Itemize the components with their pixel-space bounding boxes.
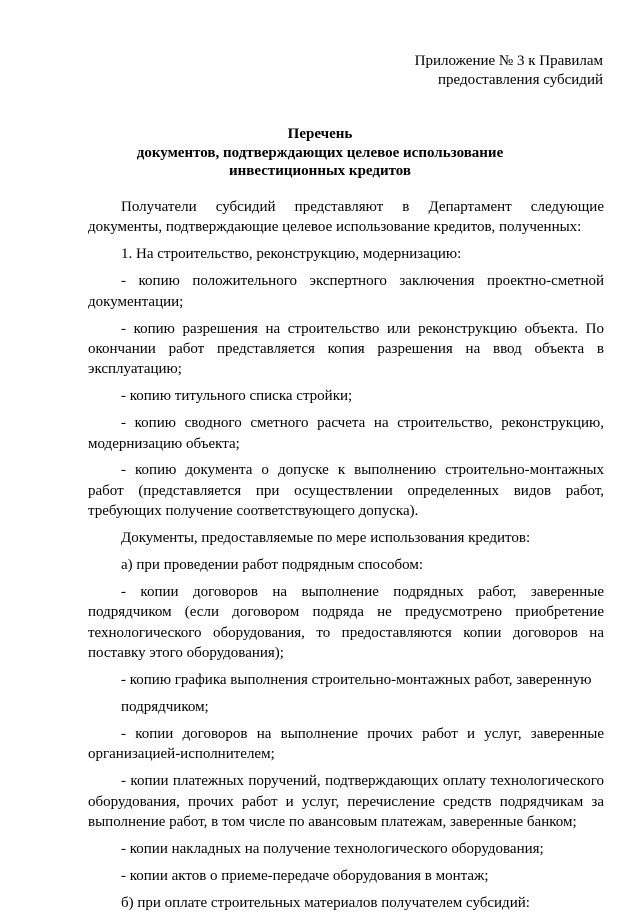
title-line-2: документов, подтверждающих целевое использование [136, 144, 504, 161]
document-body [88, 197, 604, 920]
list-item: - копии платежных поручений, подтверждающих оплату технологического оборудования, прочих работ и услуг, перечисление средств подрядчикам за выполнение работ, в том числе по авансовым платежам, заверенные банком; [88, 773, 604, 831]
appendix-line-1: Приложение № 3 к Правилам [414, 53, 603, 69]
list-item-continuation: подрядчиком; [121, 699, 209, 716]
paragraph-section-1: 1. На строительство, реконструкцию, модернизацию: [121, 246, 462, 263]
list-item: - копии договоров на выполнение прочих работ и услуг, заверенные организацией-исполнителем; [88, 725, 604, 763]
list-item: - копии договоров на выполнение подрядных работ, заверенные подрядчиком (если договором подряда не предусмотрено приобретение технологического оборудования, то предоставляются копии договоров на поставку этого оборудования); [88, 584, 604, 662]
list-item: - копии накладных на получение технологического оборудования; [121, 840, 544, 857]
list-item: - копию сводного сметного расчета на строительство, реконструкцию, модернизацию объекта; [88, 415, 604, 452]
list-item: - копию документа о допуске к выполнению строительно-монтажных работ (представляется при осуществлении определенных видов работ, требующих получение соответствующего допуска). [88, 462, 604, 520]
list-item: - копию титульного списка стройки; [121, 388, 353, 405]
list-item: - копии актов о приеме-передаче оборудования в монтаж; [121, 867, 489, 884]
list-item: - копию разрешения на строительство или реконструкцию объекта. По окончании работ представляется копия разрешения на ввод объекта в эксплуатацию; [88, 320, 604, 378]
list-item: - копию положительного экспертного заключения проектно-сметной документации; [88, 273, 604, 310]
list-item: - копию графика выполнения строительно-монтажных работ, заверенную [121, 672, 592, 689]
paragraph-documents: Документы, предоставляемые по мере использования кредитов: [121, 530, 531, 547]
paragraph-intro: Получатели субсидий представляют в Департамент следующие документы, подтверждающие целевое использование кредитов, полученных: [88, 199, 604, 236]
title-line-3: инвестиционных кредитов [229, 163, 411, 179]
document-title [0, 125, 640, 181]
appendix-line-2: предоставления субсидий [437, 72, 603, 88]
paragraph-subsection-b: б) при оплате строительных материалов получателем субсидий: [121, 894, 530, 911]
paragraph-subsection-a: а) при проведении работ подрядным способом: [121, 557, 424, 574]
appendix-reference [415, 52, 603, 90]
title-line-1: Перечень [287, 126, 353, 142]
